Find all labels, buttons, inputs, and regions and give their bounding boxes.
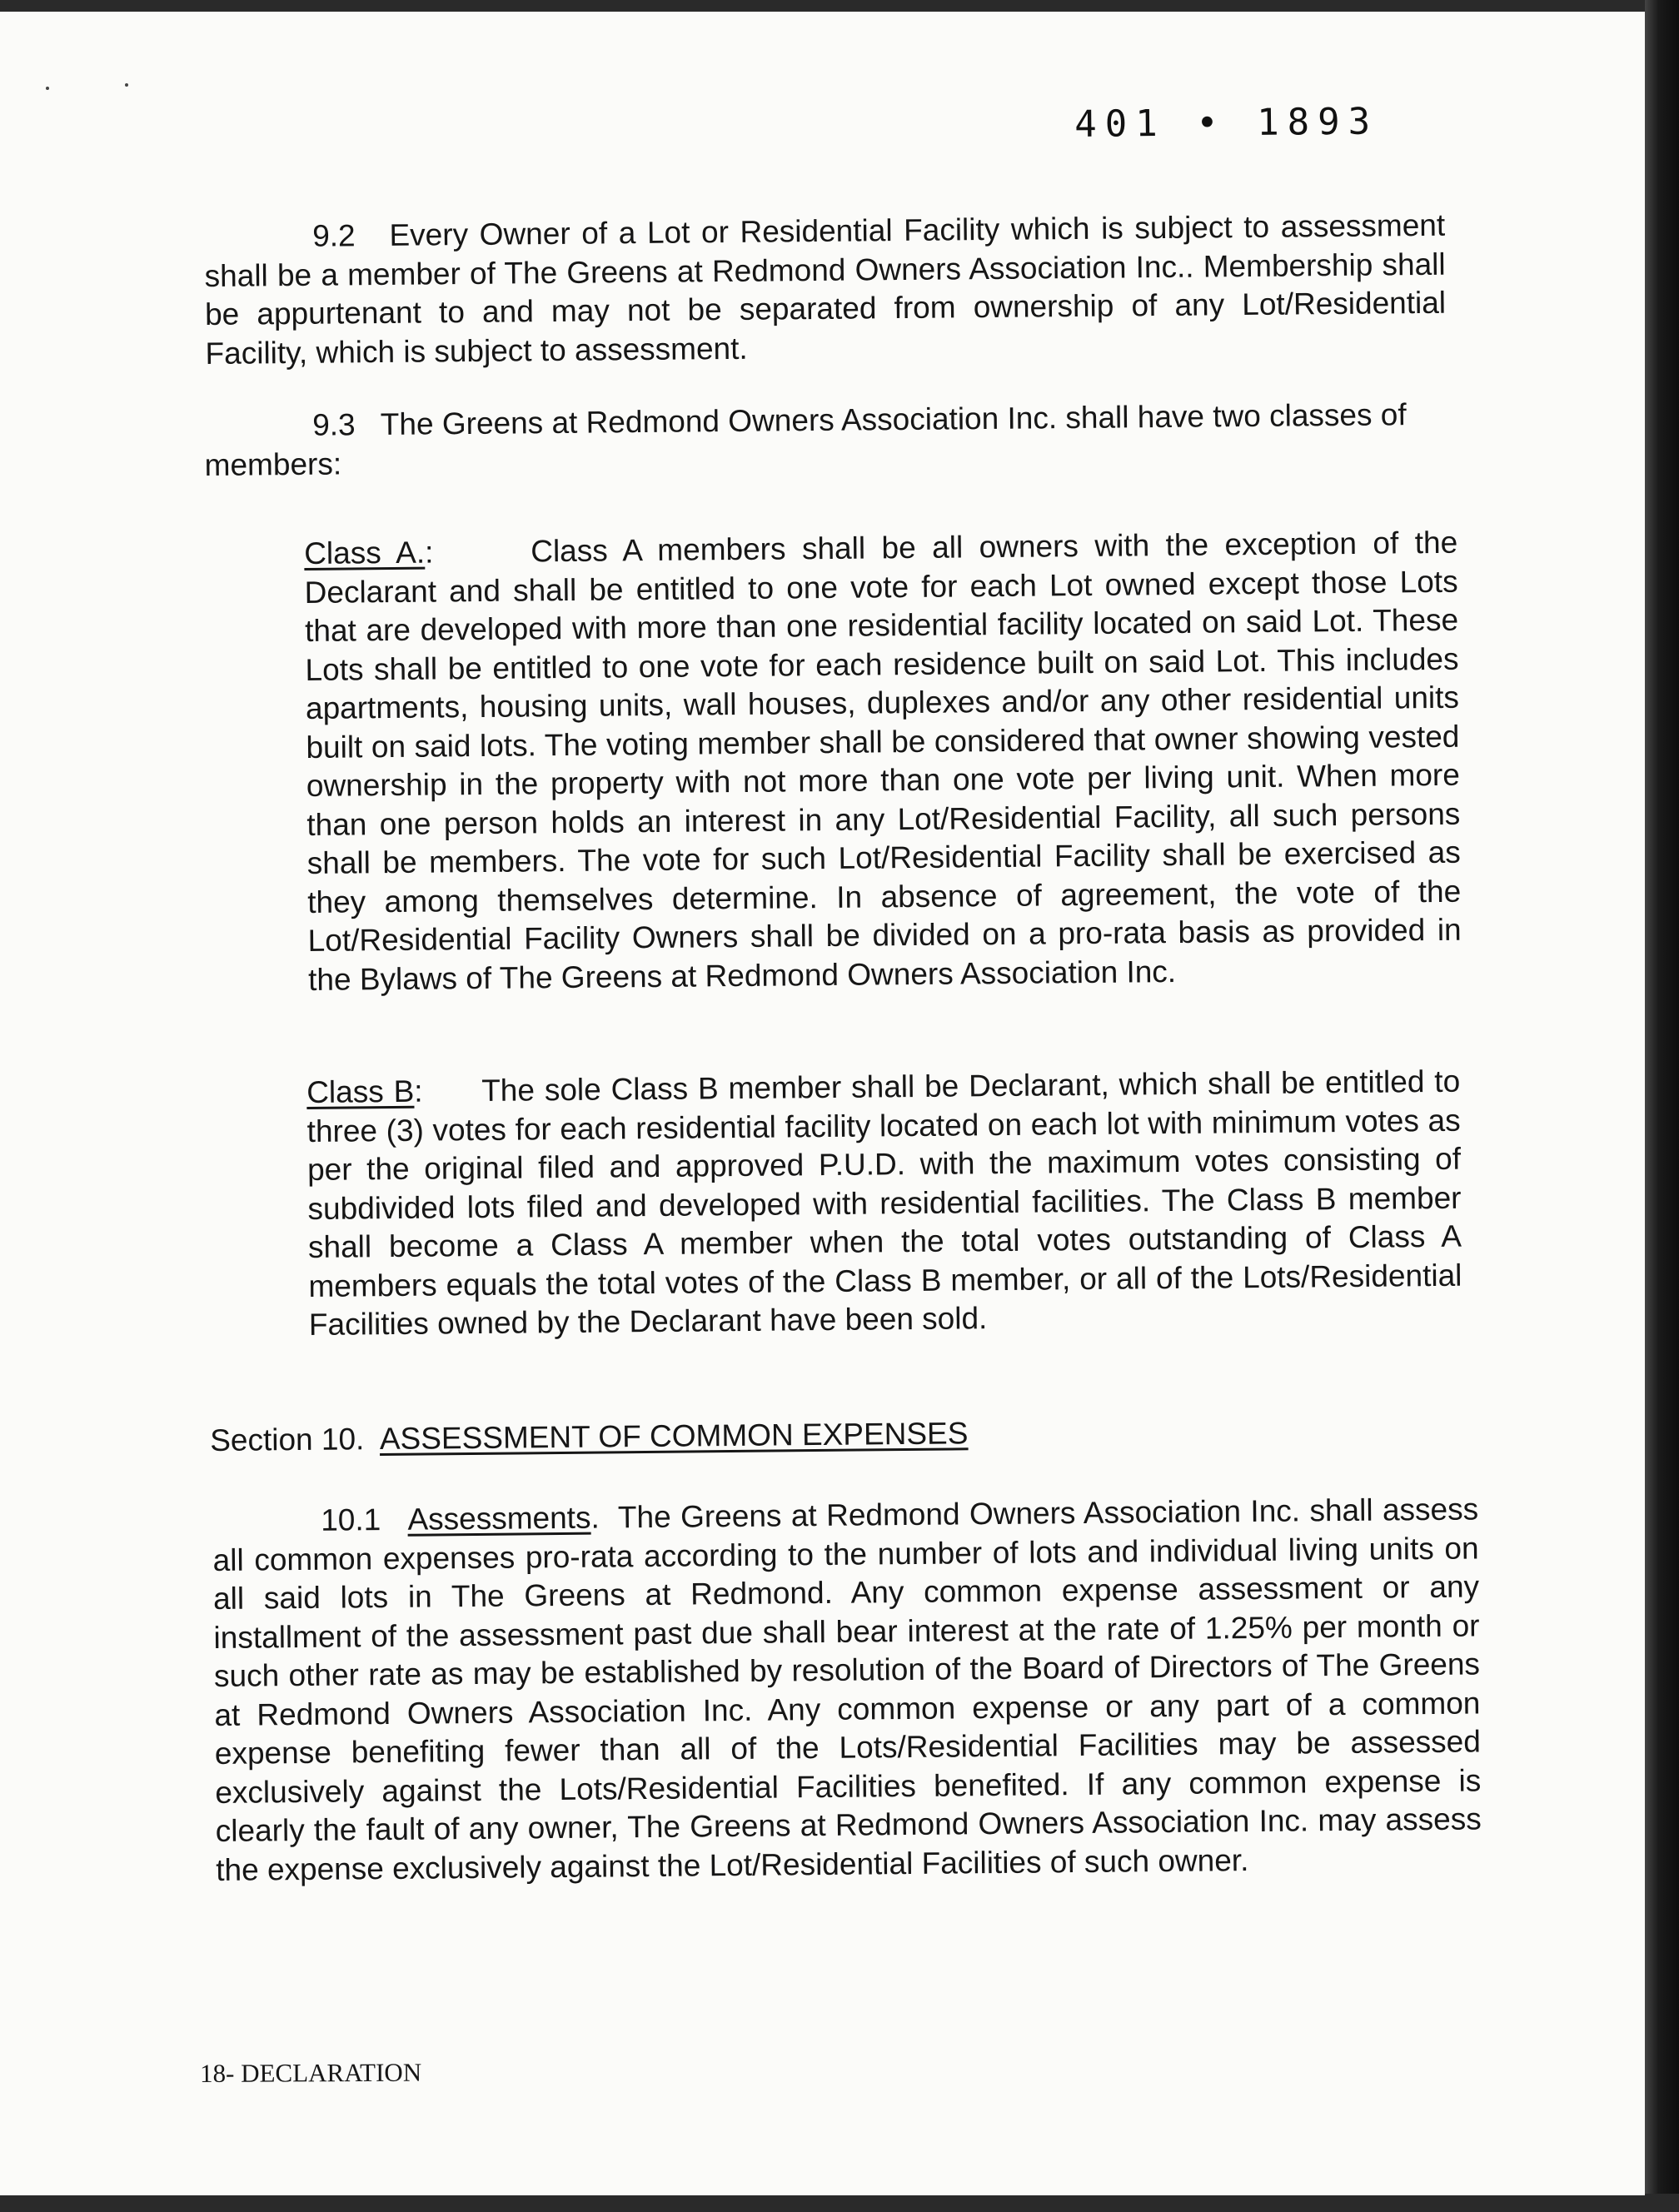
class-b-paragraph: Class B: The sole Class B member shall be Declarant, which shall be entitled to three (3) votes for each residential facility located on each lot with minimum votes as per the original filed and approved P.U.D. with the maximum votes consisting of subdivided lots filed and developed with residential facilities. The Class B member shall become a Class A member when the total votes outstanding of Class A members equals the total votes of the Class B member, or all of the Lots/Residential Facilities owned by the Declarant have been sold.: [306, 1064, 1462, 1342]
page-number: 401 • 1893: [1074, 100, 1379, 146]
paragraph-number: 9.2: [312, 218, 356, 253]
paragraph-text: The Greens at Redmond Owners Association Inc. shall have two classes of members:: [204, 397, 1407, 482]
paragraph-9-3: [204, 396, 1446, 485]
class-b-label: Class B: [306, 1074, 415, 1109]
scan-edge-top: [0, 0, 1679, 12]
footer-label: 18- DECLARATION: [200, 2057, 422, 2088]
paragraph-heading: Assessments: [407, 1500, 591, 1537]
class-a-text: Class A members shall be all owners with the exception of the Declarant and shall be entitled to one vote for each Lot owned except those Lots that are developed with more than one residential facility located on said Lot. These Lots shall be entitled to one vote for each residence built on said Lot. This includes apartments, housing units, wall houses, duplexes and/or any other residential units built on said lots. The voting member shall be considered that owner showing vested ownership in the property with not more than one vote per living unit. When more than one person holds an interest in any Lot/Residential Facility, all such persons shall be members. The vote for such Lot/Residential Facility shall be exercised as they among themselves determine. In absence of agreement, the vote of the Lot/Residential Facility Owners shall be divided on a pro-rata basis as provided in the Bylaws of The Greens at Redmond Owners Association Inc.: [304, 525, 1462, 997]
class-a-paragraph: Class A.: Class A members shall be all owners with the exception of the Declarant and shall be entitled to one vote for each Lot owned except those Lots that are developed with more than one residential facility located on said Lot. These Lots shall be entitled to one vote for each residence built on said Lot. This includes apartments, housing units, wall houses, duplexes and/or any other residential units built on said lots. The voting member shall be considered that owner showing vested ownership in the property with not more than one vote per living unit. When more than one person holds an interest in any Lot/Residential Facility, all such persons shall be members. The vote for such Lot/Residential Facility shall be exercised as they among themselves determine. In absence of agreement, the vote of the Lot/Residential Facility Owners shall be divided on a pro-rata basis as provided in the Bylaws of The Greens at Redmond Owners Association Inc.: [304, 525, 1462, 997]
section-title: ASSESSMENT OF COMMON EXPENSES: [379, 1416, 969, 1457]
scan-edge-right: [1645, 0, 1679, 2212]
class-b-text: The sole Class B member shall be Declarant, which shall be entitled to three (3) votes for each residential facility located on each lot with minimum votes as per the original filed and approved P.U.D. with the maximum votes consisting of subdivided lots filed and developed with residential facilities. The Class B member shall become a Class A member when the total votes outstanding of Class A members equals the total votes of the Class B member, or all of the Lots/Residential Facilities owned by the Declarant have been sold.: [306, 1064, 1462, 1342]
paragraph-10-1: 10.1 Assessments. The Greens at Redmond Owners Association Inc. shall assess all common expenses pro-rata according to the number of lots and individual living units on all said lots in The Greens at Redmond. Any common expense assessment or any installment of the assessment past due shall bear interest at the rate of 1.25% per month or such other rate as may be established by resolution of the Board of Directors of The Greens at Redmond Owners Association Inc. Any common expense or any part of a common expense benefiting fewer than all of the Lots/Residential Facilities may be assessed exclusively against the Lots/Residential Facilities benefited. If any common expense is clearly the fault of any owner, The Greens at Redmond Owners Association Inc. may assess the expense exclusively against the Lot/Residential Facilities of such owner.: [212, 1492, 1482, 1887]
section-10-heading: [210, 1410, 1459, 1461]
paragraph-number: 9.3: [312, 407, 356, 442]
paragraph-text: The Greens at Redmond Owners Association Inc. shall assess all common expenses pro-rata according to the number of lots and individual living units on all said lots in The Greens at Redmond. Any common expense assessment or any installment of the assessment past due shall bear interest at the rate of 1.25% per month or such other rate as may be established by resolution of the Board of Directors of The Greens at Redmond Owners Association Inc. Any common expense or any part of a common expense benefiting fewer than all of the Lots/Residential Facilities may be assessed exclusively against the Lots/Residential Facilities benefited. If any common expense is clearly the fault of any owner, The Greens at Redmond Owners Association Inc. may assess the expense exclusively against the Lot/Residential Facilities of such owner.: [212, 1492, 1482, 1887]
section-prefix: Section 10.: [210, 1422, 365, 1457]
scan-speck: [125, 83, 128, 87]
scan-edge-bottom: [0, 2194, 1679, 2212]
paragraph-9-2: [204, 207, 1447, 373]
class-a-label: Class A.: [304, 535, 426, 570]
paragraph-text: Every Owner of a Lot or Residential Facility which is subject to assessment shall be a member of The Greens at Redmond Owners Association Inc.. Membership shall be appurtenant to and may not be separated from ownership of any Lot/Residential Facility, which is subject to assessment.: [204, 207, 1447, 371]
paragraph-number: 10.1: [321, 1502, 381, 1537]
document-page: [0, 12, 1645, 2195]
scan-speck: [46, 87, 49, 90]
